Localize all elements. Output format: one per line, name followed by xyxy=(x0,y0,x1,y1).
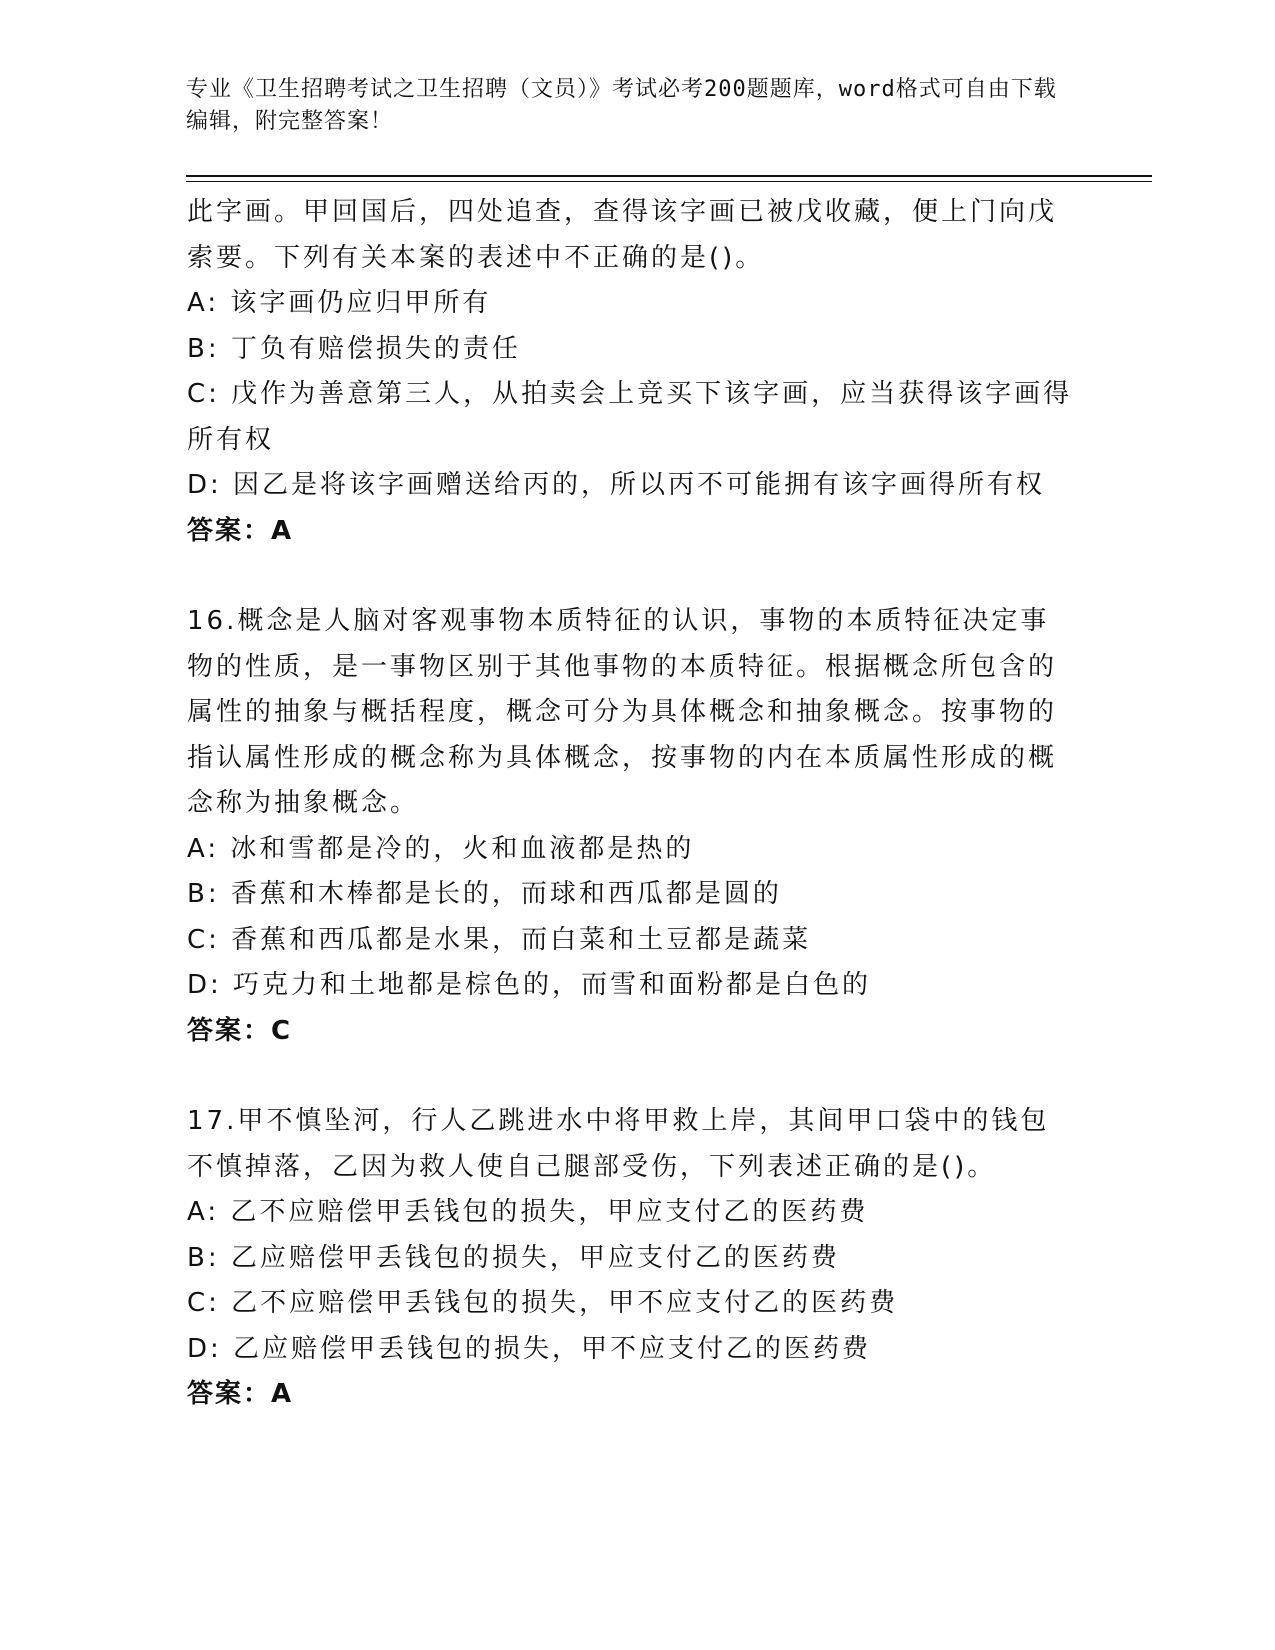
option-d: D: 巧克力和土地都是棕色的，而雪和面粉都是白色的 xyxy=(187,970,872,1000)
header-rule-thick xyxy=(186,175,1152,177)
question-stem: 17.甲不慎坠河，行人乙跳进水中将甲救上岸，其间甲口袋中的钱包不慎掉落，乙因为救人使自己腿部受伤，下列表述正确的是()。 xyxy=(187,1106,1050,1182)
option-b: B: 乙应赔偿甲丢钱包的损失，甲应支付乙的医药费 xyxy=(187,1242,840,1273)
option-d: D: 因乙是将该字画赠送给丙的，所以丙不可能拥有该字画得所有权 xyxy=(187,470,1046,500)
option-b: B: 香蕉和木棒都是长的，而球和西瓜都是圆的 xyxy=(187,879,782,909)
answer-line: 答案：A xyxy=(187,515,294,546)
option-c: C: 香蕉和西瓜都是水果，而白菜和土豆都是蔬菜 xyxy=(187,924,812,955)
option-d: D: 乙应赔偿甲丢钱包的损失，甲不应支付乙的医药费 xyxy=(187,1333,872,1364)
question-block xyxy=(187,190,1077,554)
option-a: A: 该字画仍应归甲所有 xyxy=(187,288,492,318)
option-a: A: 冰和雪都是冷的，火和血液都是热的 xyxy=(187,833,695,864)
spacer xyxy=(187,1054,1077,1099)
question-block xyxy=(187,1099,1077,1418)
option-b: B: 丁负有赔偿损失的责任 xyxy=(187,333,521,364)
document-header: 专业《卫生招聘考试之卫生招聘（文员）》考试必考200题题库，word格式可自由下载编辑，附完整答案！ xyxy=(186,77,1057,134)
question-stem: 此字画。甲回国后，四处追查，查得该字画已被戊收藏，便上门向戊索要。下列有关本案的表述中不正确的是()。 xyxy=(187,197,1058,273)
spacer xyxy=(187,554,1077,599)
question-block xyxy=(187,599,1077,1054)
option-c: C: 戊作为善意第三人，从拍卖会上竞买下该字画，应当获得该字画得所有权 xyxy=(187,379,1073,455)
answer-line: 答案：C xyxy=(187,1015,293,1046)
option-a: A: 乙不应赔偿甲丢钱包的损失，甲应支付乙的医药费 xyxy=(187,1197,869,1227)
option-c: C: 乙不应赔偿甲丢钱包的损失，甲不应支付乙的医药费 xyxy=(187,1288,899,1318)
question-stem: 16.概念是人脑对客观事物本质特征的认识，事物的本质特征决定事物的性质，是一事物区别于其他事物的本质特征。根据概念所包含的属性的抽象与概括程度，概念可分为具体概念和抽象概念。按事物的指认属性形成的概念称为具体概念，按事物的内在本质属性形成的概念称为抽象概念。 xyxy=(187,606,1058,818)
header-rule-thin xyxy=(186,181,1152,182)
document-body xyxy=(187,190,1077,1418)
answer-line: 答案：A xyxy=(187,1379,294,1409)
